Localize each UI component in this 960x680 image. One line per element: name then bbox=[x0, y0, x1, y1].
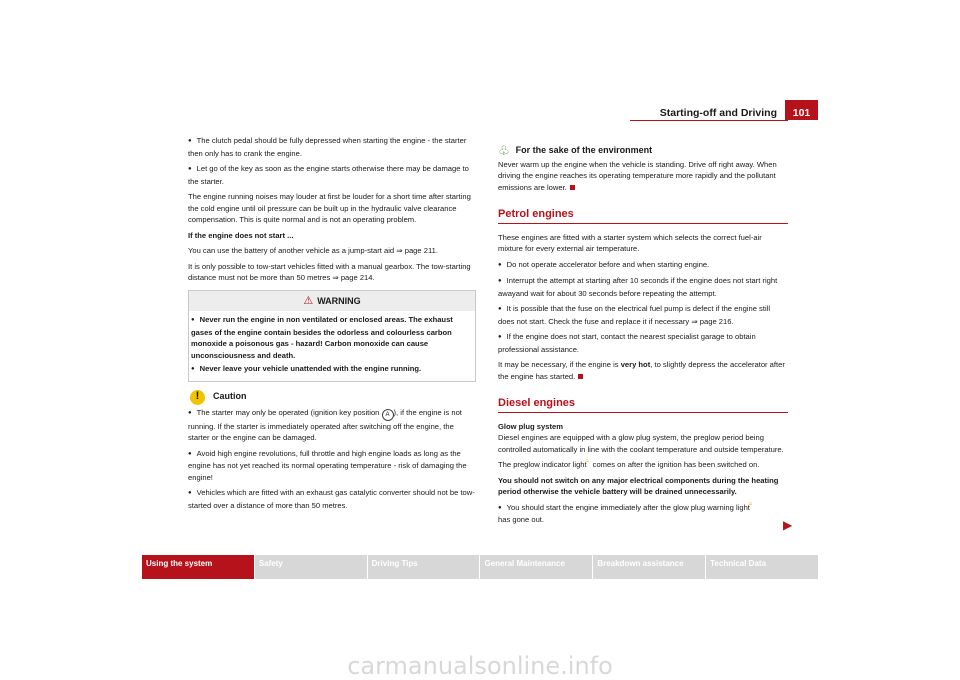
environment-leaf-icon: ♧ bbox=[498, 143, 510, 158]
tow-start-paragraph: It is only possible to tow-start vehicles fitted with a manual gearbox. The tow-starting distance must not be more than 50 metres ⇒ page 214. bbox=[188, 261, 471, 282]
indicator-text: The preglow indicator light bbox=[498, 460, 587, 469]
warning-box bbox=[188, 290, 476, 382]
right-column bbox=[498, 145, 788, 530]
left-column bbox=[188, 135, 476, 515]
watermark: carmanualsonline.info bbox=[347, 652, 613, 680]
header-rule bbox=[630, 120, 788, 121]
list-item: ● Let go of the key as soon as the engine starts otherwise there may be damage to the starter. bbox=[188, 163, 476, 187]
tab-driving-tips[interactable]: Driving Tips bbox=[368, 555, 480, 579]
caution-exclamation-icon: ! bbox=[190, 390, 205, 405]
end-of-section-icon bbox=[570, 185, 575, 190]
hot-engine-paragraph bbox=[498, 359, 788, 382]
environment-text: Never warm up the engine when the vehicle is standing. Drive off right away. When driving the engine reaches its operating temperature more rapidly and the pollutant emissions are lower. bbox=[498, 159, 777, 192]
caution-text: The starter may only be operated (ignition key position bbox=[196, 407, 382, 417]
tab-general-maintenance[interactable]: General Maintenance bbox=[480, 555, 592, 579]
glow-plug-heading: Glow plug system bbox=[498, 421, 563, 431]
caution-title: Caution bbox=[213, 391, 247, 402]
end-of-section-icon bbox=[578, 374, 583, 379]
list-item: ● Avoid high engine revolutions, full throttle and high engine loads as long as the engine has not yet reached its normal operating temperature - risk of damaging the engine! bbox=[188, 448, 476, 484]
last-text: You should start the engine immediately after the glow plug warning light bbox=[506, 502, 750, 512]
page-number: 101 bbox=[785, 100, 818, 120]
section-title-diesel: Diesel engines bbox=[498, 398, 788, 413]
hot-bold-text: very hot bbox=[620, 360, 651, 369]
tab-breakdown-assistance[interactable]: Breakdown assistance bbox=[593, 555, 705, 579]
warning-body bbox=[189, 311, 475, 381]
jump-start-paragraph: You can use the battery of another vehicle as a jump-start aid ⇒ page 211. bbox=[188, 246, 438, 255]
list-item: ● If the engine does not start, contact the nearest specialist garage to obtain professional assistance. bbox=[498, 331, 788, 355]
key-position-badge: A bbox=[382, 409, 394, 421]
tab-technical-data[interactable]: Technical Data bbox=[706, 555, 818, 579]
environment-title: For the sake of the environment bbox=[515, 145, 653, 155]
indicator-paragraph bbox=[498, 459, 788, 471]
tab-safety[interactable]: Safety bbox=[255, 555, 367, 579]
list-item: ● The clutch pedal should be fully depressed when starting the engine - the starter then only has to crank the engine. bbox=[188, 135, 476, 159]
chapter-title: Starting-off and Driving bbox=[659, 107, 777, 119]
hot-text: , to slightly depress the accelerator after the engine has started. bbox=[498, 360, 785, 381]
list-item: ● It is possible that the fuse on the electrical fuel pump is defect if the engine still does not start. Check the fuse and replace it if necessary ⇒ page 216. bbox=[498, 303, 788, 327]
list-item: ● Vehicles which are fitted with an exhaust gas catalytic converter should not be tow-started over a distance of more than 50 metres. bbox=[188, 487, 476, 511]
footer-nav bbox=[142, 555, 818, 579]
list-item bbox=[188, 407, 476, 444]
noise-paragraph: The engine running noises may louder at first be louder for a short time after starting the cold engine until oil pressure can be built up in the hydraulic valve clearance compensation. This is quite normal and is not an operating problem. bbox=[188, 192, 471, 224]
warning-header bbox=[189, 291, 475, 312]
last-text: has gone out. bbox=[498, 515, 545, 524]
indicator-text: comes on after the ignition has been switched on. bbox=[592, 460, 760, 469]
tab-using-the-system[interactable]: Using the system bbox=[142, 555, 254, 579]
page-header bbox=[660, 100, 818, 120]
list-item: ● Do not operate accelerator before and when starting engine. bbox=[498, 259, 788, 272]
section-title-petrol: Petrol engines bbox=[498, 209, 788, 224]
caution-header bbox=[188, 390, 476, 405]
environment-paragraph bbox=[498, 159, 788, 194]
warning-triangle-icon: ⚠ bbox=[303, 294, 314, 307]
list-item bbox=[498, 502, 788, 526]
bold-warning-paragraph: You should not switch on any major electrical components during the heating period otherwise the vehicle battery will be drained unnecessarily. bbox=[498, 475, 779, 496]
list-item: ● Never leave your vehicle unattended with the engine running. bbox=[191, 363, 473, 376]
warning-title: WARNING bbox=[317, 295, 361, 306]
list-item: ● Interrupt the attempt at starting after 10 seconds if the engine does not start right awayand wait for about 30 seconds before repeating the attempt. bbox=[498, 275, 788, 299]
next-page-arrow-icon[interactable]: ▶ bbox=[783, 518, 793, 532]
list-item: ● Never run the engine in non ventilated or enclosed areas. The exhaust gases of the engine contain besides the odorless and colourless carbon monoxide a poisonous gas - hazard! Carbon monoxide can cause unconsciousness and death. bbox=[191, 314, 473, 361]
petrol-intro: These engines are fitted with a starter system which selects the correct fuel-air mixture for every external air temperature. bbox=[498, 232, 762, 253]
hot-text: It may be necessary, if the engine is bbox=[498, 360, 621, 369]
glow-plug-paragraph: Diesel engines are equipped with a glow plug system, the preglow period being controlled automatically in line with the coolant temperature and outside temperature. bbox=[498, 433, 784, 454]
caution-text: ), if the engine is not running. If the starter is immediately operated after switching off the engine, the starter or the engine can be damaged. bbox=[188, 407, 462, 442]
environment-header bbox=[498, 145, 788, 157]
not-start-heading: If the engine does not start ... bbox=[188, 230, 294, 240]
